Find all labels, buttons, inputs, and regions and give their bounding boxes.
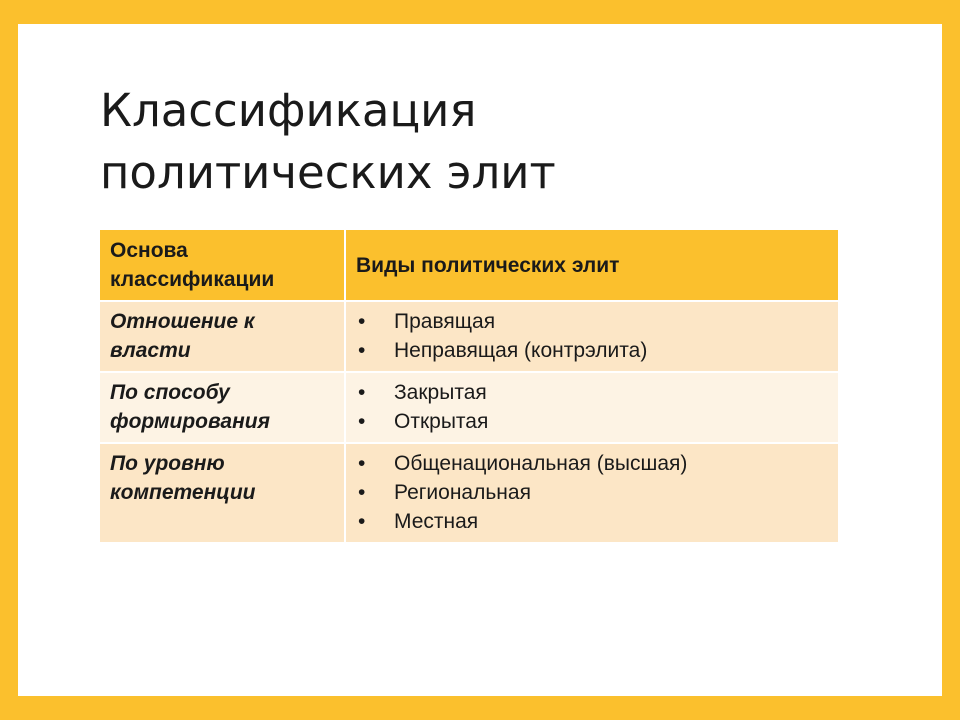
header-kinds: Виды политических элит	[345, 229, 839, 301]
list-item	[356, 449, 828, 478]
list-item	[356, 407, 828, 436]
table-row	[99, 443, 839, 543]
kinds-list	[356, 307, 828, 365]
classification-table	[98, 228, 840, 544]
table-row	[99, 372, 839, 443]
slide-title-line-2: политических элит	[100, 146, 556, 199]
row-basis-cell: По способу формирования	[99, 372, 345, 443]
list-item-text: Правящая	[394, 310, 496, 333]
row-kinds-cell	[345, 372, 839, 443]
list-item-text: Местная	[394, 510, 479, 533]
list-item-text: Общенациональная (высшая)	[394, 452, 688, 475]
bullet-icon: •	[358, 481, 366, 504]
row-kinds-cell	[345, 443, 839, 543]
list-item-text: Неправящая (контрэлита)	[394, 339, 648, 362]
list-item	[356, 478, 828, 507]
slide-title	[100, 80, 860, 204]
slide-canvas	[18, 24, 942, 696]
table-header-row	[99, 229, 839, 301]
row-basis-cell: Отношение к власти	[99, 301, 345, 372]
list-item-text: Закрытая	[394, 381, 487, 404]
list-item	[356, 378, 828, 407]
row-basis-cell: По уровню компетенции	[99, 443, 345, 543]
bullet-icon: •	[358, 410, 366, 433]
list-item	[356, 307, 828, 336]
bullet-icon: •	[358, 510, 366, 533]
bullet-icon: •	[358, 339, 366, 362]
kinds-list	[356, 378, 828, 436]
bullet-icon: •	[358, 310, 366, 333]
kinds-list	[356, 449, 828, 536]
list-item-text: Региональная	[394, 481, 531, 504]
header-basis: Основа классификации	[99, 229, 345, 301]
classification-table-container	[98, 228, 838, 544]
bullet-icon: •	[358, 452, 366, 475]
bullet-icon: •	[358, 381, 366, 404]
slide-title-line-1: Классификация	[100, 84, 477, 137]
list-item-text: Открытая	[394, 410, 489, 433]
list-item	[356, 507, 828, 536]
table-row	[99, 301, 839, 372]
row-kinds-cell	[345, 301, 839, 372]
list-item	[356, 336, 828, 365]
